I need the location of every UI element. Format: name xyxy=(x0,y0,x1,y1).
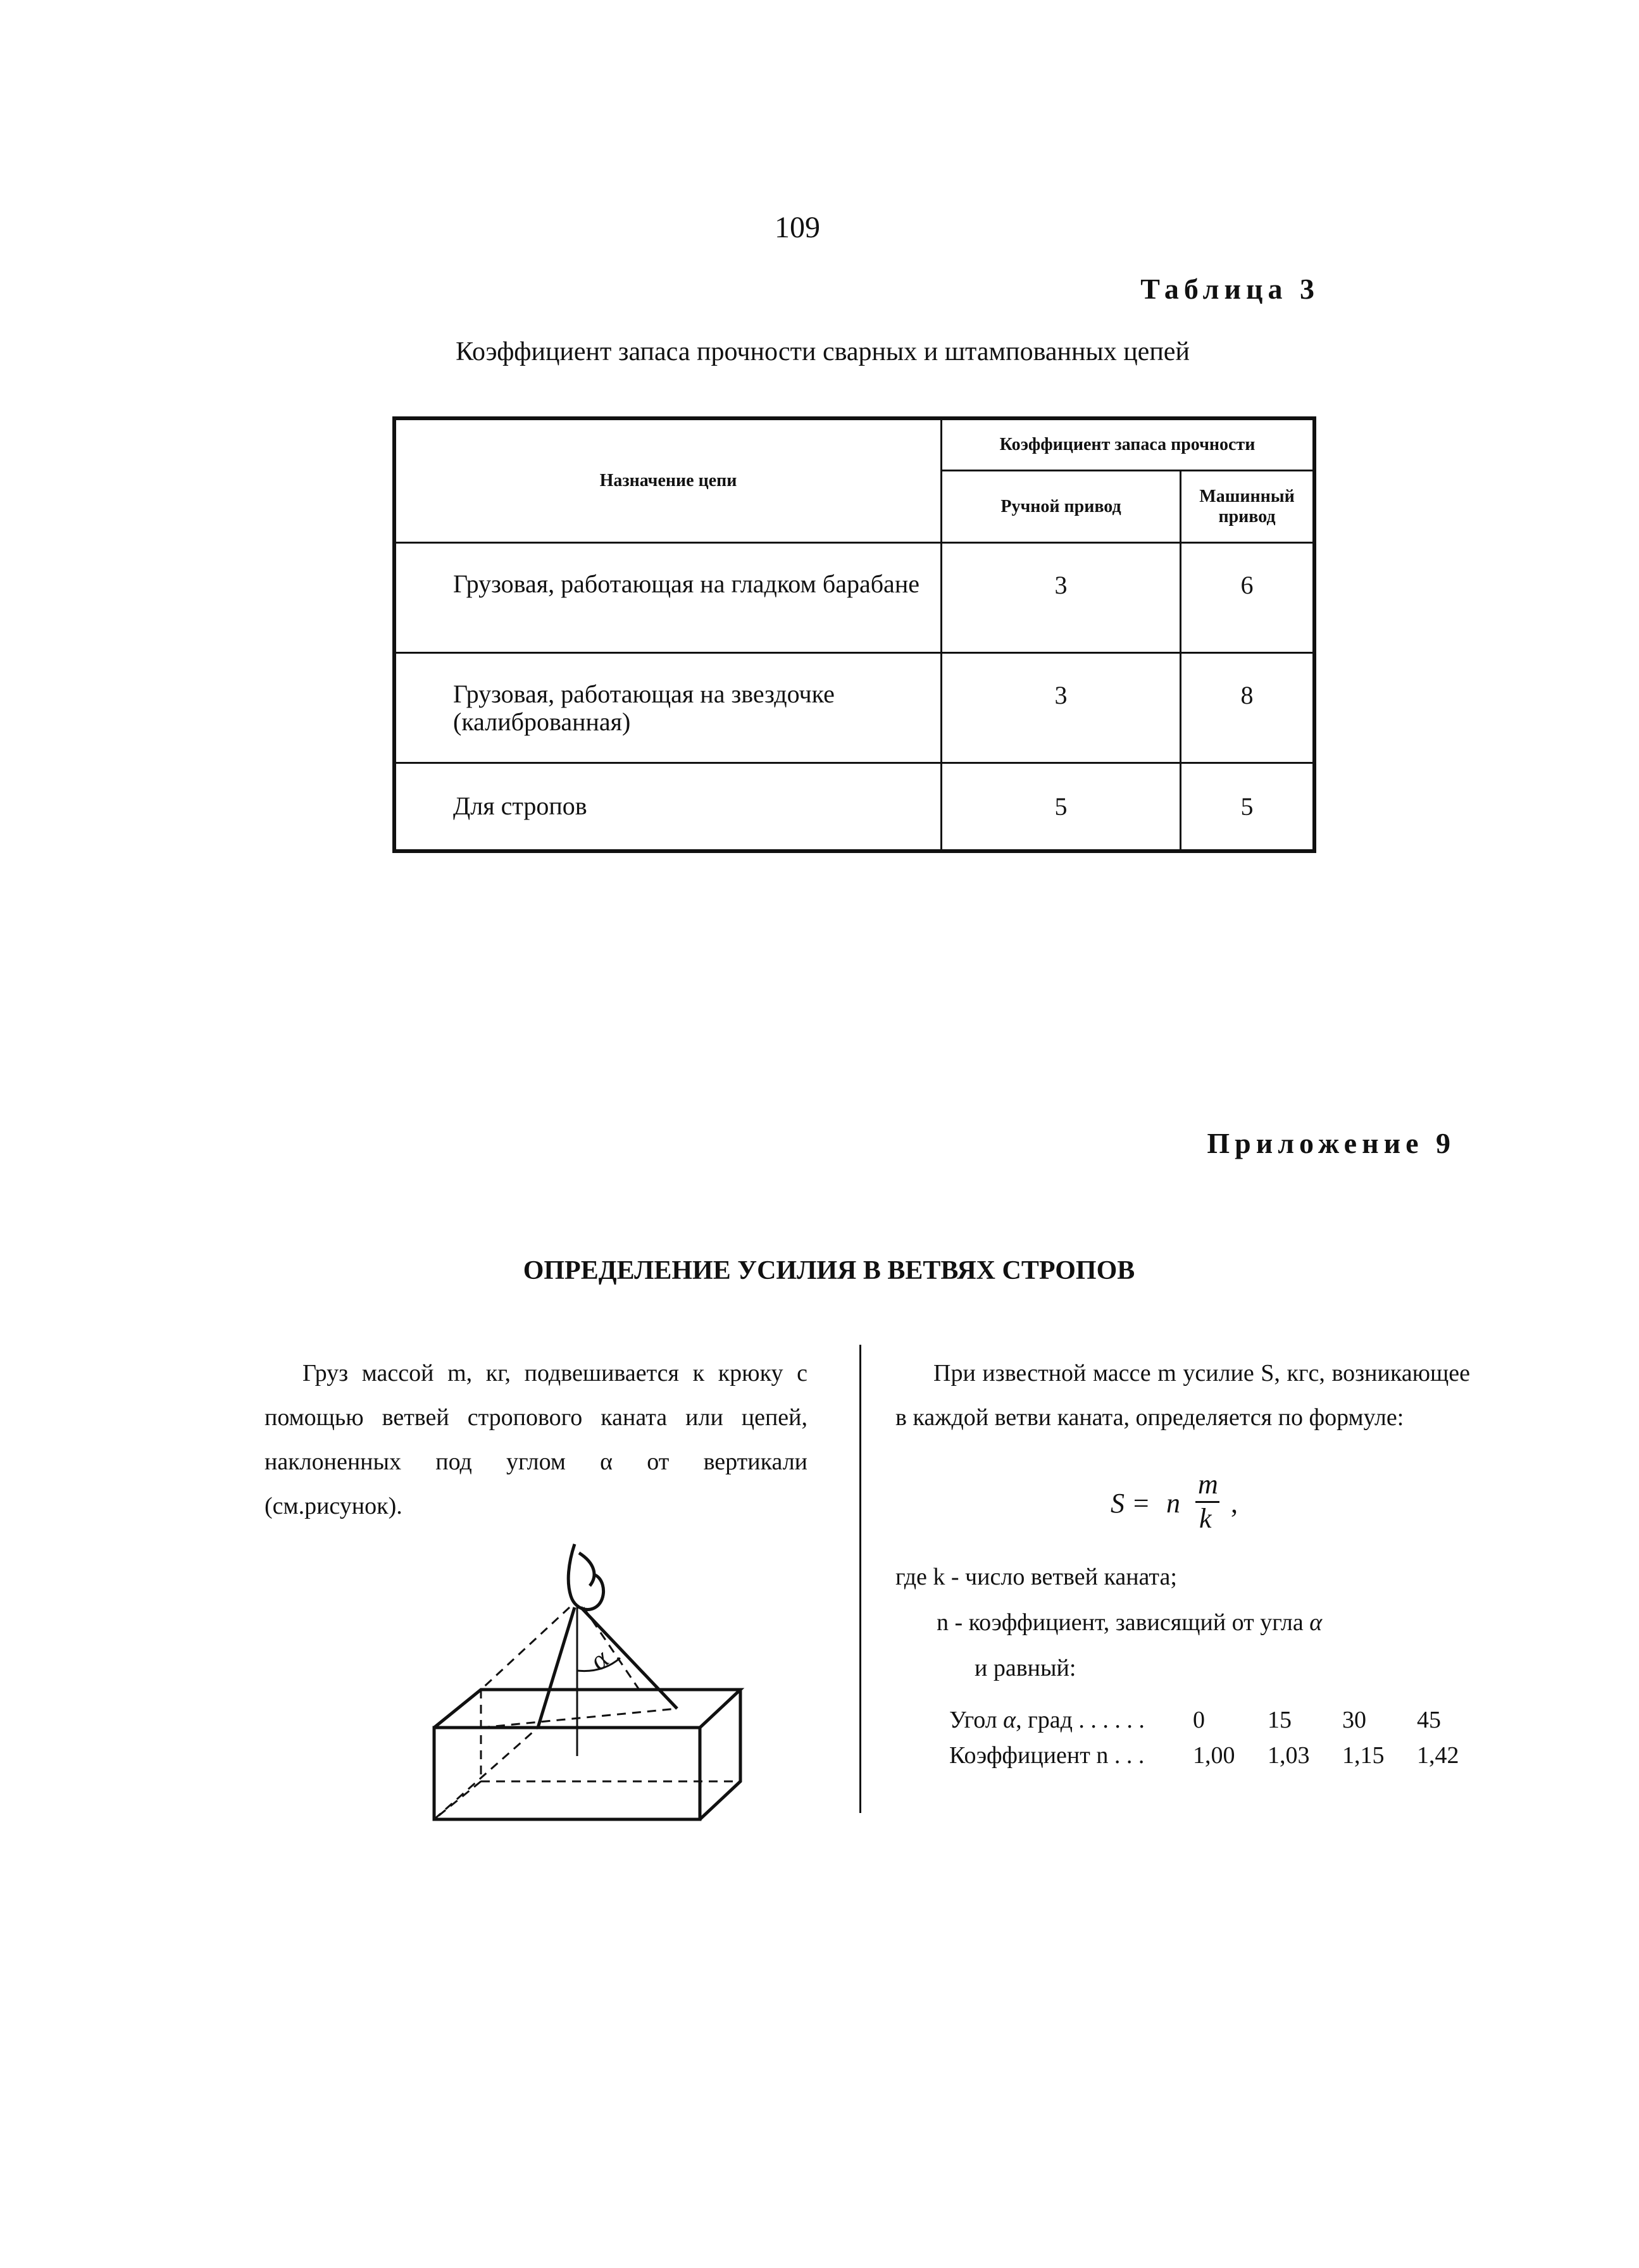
formula-comma: , xyxy=(1231,1488,1238,1519)
alpha-symbol: α xyxy=(1309,1609,1323,1636)
header-coefficient: Коэффициент запаса прочности xyxy=(942,418,1315,471)
hidden-diagonal xyxy=(481,1709,677,1728)
table-header-row xyxy=(394,418,1314,471)
left-paragraph: Груз массой m, кг, подвешивается к крюку с помощью ветвей стропового каната или цепей, наклоненных под углом α от вертикали (см.рисунок). xyxy=(265,1360,807,1519)
coefficient-row xyxy=(949,1738,1492,1773)
hidden-diagonal xyxy=(434,1728,538,1819)
coef-value: 1,03 xyxy=(1268,1742,1310,1769)
column-divider xyxy=(859,1345,861,1813)
angle-label-text: Угол xyxy=(949,1707,997,1733)
hook-icon xyxy=(568,1544,603,1609)
appendix-label: Приложение 9 xyxy=(1207,1127,1455,1159)
force-formula xyxy=(1111,1468,1262,1534)
table-row xyxy=(394,542,1314,652)
table-label: Таблица 3 xyxy=(1140,273,1319,305)
angle-coefficient-table xyxy=(949,1702,1492,1773)
table-row xyxy=(394,652,1314,763)
coef-row-label: Коэффициент n . . . xyxy=(949,1742,1145,1769)
alpha-symbol: α xyxy=(1003,1707,1016,1733)
n-definition-line xyxy=(937,1609,1322,1636)
load-box-front xyxy=(434,1728,700,1819)
row-purpose: Грузовая, работающая на гладком барабане xyxy=(394,542,942,652)
angle-value: 0 xyxy=(1193,1707,1205,1733)
where-line: где k - число ветвей каната; xyxy=(895,1564,1177,1590)
row-machine-value: 6 xyxy=(1181,542,1315,652)
row-manual-value: 3 xyxy=(942,652,1181,763)
formula-numerator: m xyxy=(1198,1469,1218,1500)
coef-value: 1,42 xyxy=(1417,1742,1459,1769)
table-row xyxy=(394,763,1314,851)
header-machine-drive: Машинный привод xyxy=(1181,471,1315,542)
angle-value: 45 xyxy=(1417,1707,1441,1733)
section-heading: ОПРЕДЕЛЕНИЕ УСИЛИЯ В ВЕТВЯХ СТРОПОВ xyxy=(523,1256,1135,1285)
formula-denominator: k xyxy=(1199,1503,1212,1534)
angle-value: 15 xyxy=(1268,1707,1292,1733)
n-definition-text: n - коэффициент, зависящий от угла xyxy=(937,1609,1304,1636)
safety-factor-table xyxy=(392,416,1316,853)
sling-load-figure xyxy=(424,1538,753,1835)
header-manual-drive: Ручной привод xyxy=(942,471,1181,542)
row-purpose: Грузовая, работающая на звездочке (калиброванная) xyxy=(394,652,942,763)
hidden-edge xyxy=(434,1781,481,1819)
angle-unit-text: , град . . . . . . xyxy=(1016,1707,1145,1733)
row-manual-value: 3 xyxy=(942,542,1181,652)
hidden-sling-branch xyxy=(481,1607,570,1690)
header-purpose: Назначение цепи xyxy=(394,418,942,542)
page-number: 109 xyxy=(775,211,820,244)
angle-row xyxy=(949,1702,1492,1738)
sling-branch xyxy=(538,1607,575,1728)
coef-value: 1,15 xyxy=(1342,1742,1385,1769)
table-title: Коэффициент запаса прочности сварных и штампованных цепей xyxy=(456,337,1190,366)
angle-row-label xyxy=(949,1702,1193,1738)
row-machine-value: 8 xyxy=(1181,652,1315,763)
row-purpose: Для стропов xyxy=(394,763,942,851)
angle-value: 30 xyxy=(1342,1707,1366,1733)
figure-alpha-label: α xyxy=(583,1643,615,1677)
row-manual-value: 5 xyxy=(942,763,1181,851)
coef-value: 1,00 xyxy=(1193,1742,1235,1769)
formula-coefficient: n xyxy=(1166,1488,1180,1519)
formula-lhs: S = xyxy=(1111,1488,1150,1519)
right-paragraph: При известной массе m усилие S, кгс, возникающее в каждой ветви каната, определяется по формуле: xyxy=(895,1360,1470,1431)
and-line: и равный: xyxy=(975,1655,1076,1681)
row-machine-value: 5 xyxy=(1181,763,1315,851)
